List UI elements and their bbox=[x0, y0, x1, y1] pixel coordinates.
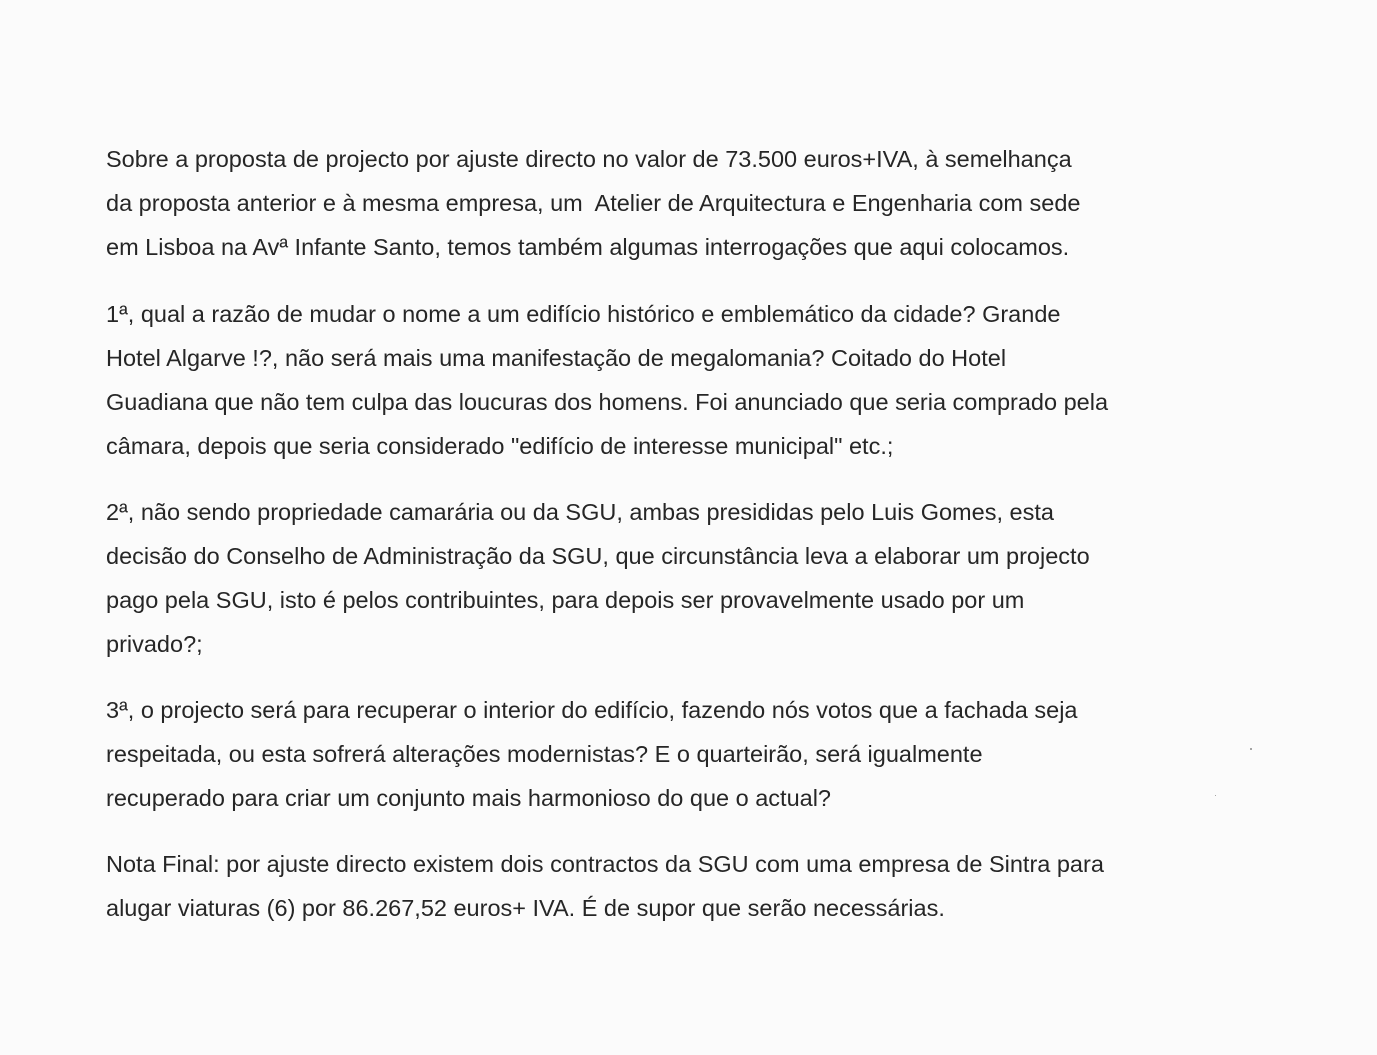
text-line: Sobre a proposta de projecto por ajuste directo no valor de 73.500 euros+IVA, à semelhança bbox=[106, 146, 1072, 172]
text-line: Nota Final: por ajuste directo existem dois contractos da SGU com uma empresa de Sintra para bbox=[106, 851, 1104, 877]
text-line: respeitada, ou esta sofrerá alterações modernistas? E o quarteirão, será igualmente bbox=[106, 741, 983, 767]
paragraph-point-2 bbox=[106, 490, 1090, 666]
paragraph-final-note bbox=[106, 842, 1104, 930]
text-line: privado?; bbox=[106, 631, 203, 657]
paragraph-intro bbox=[106, 137, 1080, 269]
text-line: alugar viaturas (6) por 86.267,52 euros+ IVA. É de supor que serão necessárias. bbox=[106, 895, 945, 921]
text-line: decisão do Conselho de Administração da SGU, que circunstância leva a elaborar um projecto bbox=[106, 543, 1090, 569]
text-line: pago pela SGU, isto é pelos contribuintes, para depois ser provavelmente usado por um bbox=[106, 587, 1025, 613]
scan-speck bbox=[1250, 748, 1252, 750]
text-line: Guadiana que não tem culpa das loucuras dos homens. Foi anunciado que seria comprado pela bbox=[106, 389, 1109, 415]
paragraph-point-3 bbox=[106, 688, 1078, 820]
text-line: 2ª, não sendo propriedade camarária ou da SGU, ambas presididas pelo Luis Gomes, esta bbox=[106, 499, 1054, 525]
text-line: recuperado para criar um conjunto mais harmonioso do que o actual? bbox=[106, 785, 832, 811]
text-line: em Lisboa na Avª Infante Santo, temos também algumas interrogações que aqui colocamos. bbox=[106, 234, 1070, 260]
text-line: câmara, depois que seria considerado "edifício de interesse municipal" etc.; bbox=[106, 433, 894, 459]
scan-speck bbox=[1215, 795, 1216, 796]
text-line: 3ª, o projecto será para recuperar o interior do edifício, fazendo nós votos que a fachada seja bbox=[106, 697, 1078, 723]
text-line: da proposta anterior e à mesma empresa, um Atelier de Arquitectura e Engenharia com sede bbox=[106, 190, 1081, 216]
paragraph-point-1 bbox=[106, 292, 1108, 468]
text-line: 1ª, qual a razão de mudar o nome a um edifício histórico e emblemático da cidade? Grande bbox=[106, 301, 1061, 327]
text-line: Hotel Algarve !?, não será mais uma manifestação de megalomania? Coitado do Hotel bbox=[106, 345, 1007, 371]
